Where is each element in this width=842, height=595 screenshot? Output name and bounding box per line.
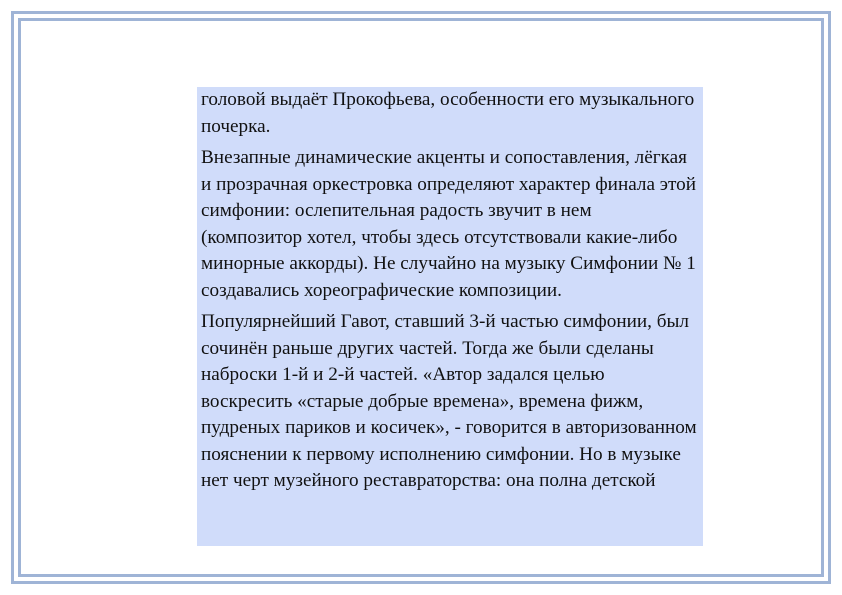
paragraph-3: Популярнейший Гавот, ставший 3-й частью симфонии, был сочинён раньше других частей. Тогда же были сделаны наброски 1-й и 2-й частей. «Автор задался целью воскресить «старые добрые времена», времена фижм, пудреных париков и косичек», - говорится в авторизованном пояснении к первому исполнению симфонии. Но в музыке нет черт музейного реставраторства: она полна детской xyxy=(201,311,697,491)
text-box xyxy=(197,87,703,546)
paragraph-1: головой выдаёт Прокофьева, особенности его музыкального почерка. xyxy=(201,89,695,137)
paragraph-2: Внезапные динамические акценты и сопоставления, лёгкая и прозрачная оркестровка определяют характер финала этой симфонии: ослепительная радость звучит в нем (композитор хотел, чтобы здесь отсутствовали какие-либо минорные аккорды). Не случайно на музыку Симфонии № 1 создавались хореографические композиции. xyxy=(201,147,697,301)
